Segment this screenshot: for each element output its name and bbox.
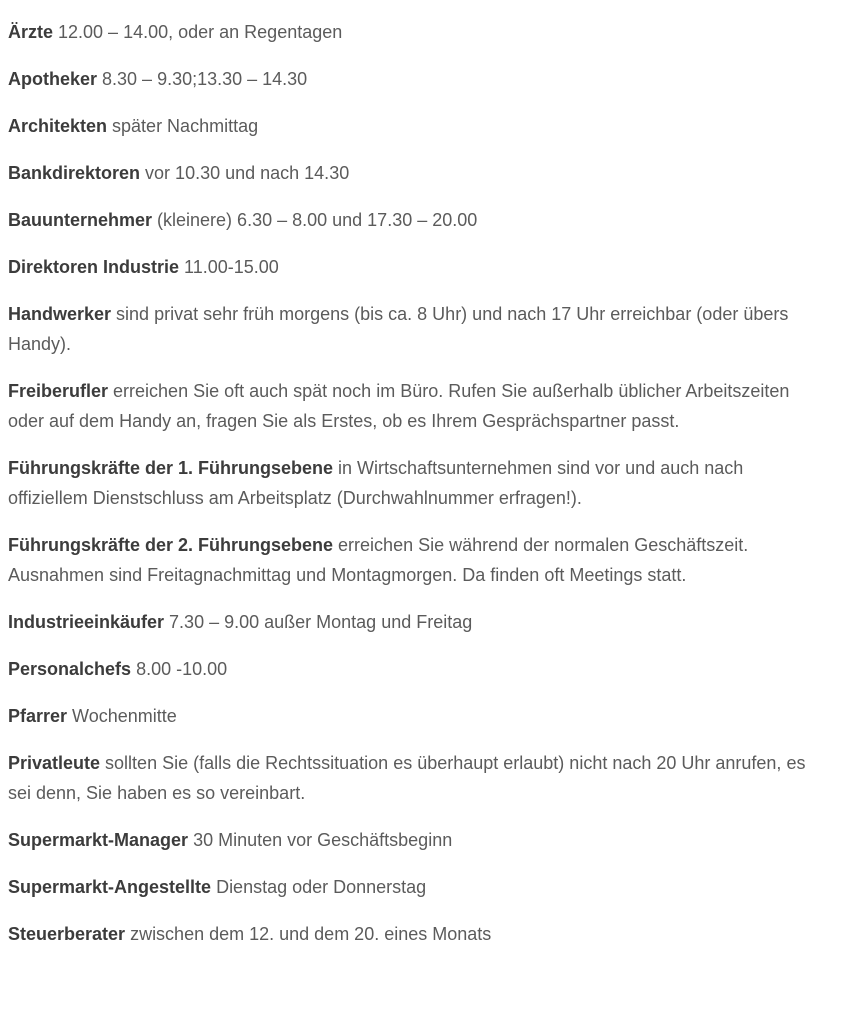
- list-item: [8, 654, 808, 684]
- list-item: [8, 530, 808, 590]
- call-times-list: [8, 17, 808, 966]
- entry-text: 8.30 – 9.30;13.30 – 14.30: [97, 69, 308, 89]
- entry-text: 11.00-15.00: [179, 257, 279, 277]
- entry-text: Dienstag oder Donnerstag: [211, 877, 427, 897]
- entry-text: vor 10.30 und nach 14.30: [140, 163, 350, 183]
- entry-text: zwischen dem 12. und dem 20. eines Monats: [125, 924, 492, 944]
- list-item: [8, 748, 808, 808]
- entry-title: Ärzte: [8, 22, 54, 42]
- entry-title: Führungskräfte der 1. Führungsebene: [8, 458, 334, 478]
- entry-title: Apotheker: [8, 69, 98, 89]
- list-item: [8, 205, 808, 235]
- entry-text: erreichen Sie oft auch spät noch im Büro. Rufen Sie außerhalb üblicher Arbeitszeiten oder auf dem Handy an, fragen Sie als Erstes, ob es Ihrem Gesprächspartner passt.: [8, 381, 790, 431]
- list-item: [8, 607, 808, 637]
- list-item: [8, 299, 808, 359]
- entry-text: 7.30 – 9.00 außer Montag und Freitag: [164, 612, 473, 632]
- list-item: [8, 252, 808, 282]
- list-item: [8, 158, 808, 188]
- list-item: [8, 825, 808, 855]
- entry-title: Supermarkt-Manager: [8, 830, 189, 850]
- entry-title: Supermarkt-Angestellte: [8, 877, 212, 897]
- entry-title: Industrieeinkäufer: [8, 612, 165, 632]
- list-item: [8, 701, 808, 731]
- entry-text: später Nachmittag: [107, 116, 259, 136]
- entry-title: Personalchefs: [8, 659, 132, 679]
- entry-text: sollten Sie (falls die Rechtssituation es überhaupt erlaubt) nicht nach 20 Uhr anrufen, es sei denn, Sie haben es so vereinbart.: [8, 753, 806, 803]
- entry-title: Pfarrer: [8, 706, 68, 726]
- entry-text: in Wirtschaftsunternehmen sind vor und auch nach offiziellem Dienstschluss am Arbeitsplatz (Durchwahlnummer erfragen!).: [8, 458, 744, 508]
- entry-text: 8.00 -10.00: [131, 659, 228, 679]
- entry-title: Handwerker: [8, 304, 112, 324]
- list-item: [8, 919, 808, 949]
- entry-text: sind privat sehr früh morgens (bis ca. 8 Uhr) und nach 17 Uhr erreichbar (oder übers Handy).: [8, 304, 789, 354]
- entry-title: Bauunternehmer: [8, 210, 153, 230]
- list-item: [8, 17, 808, 47]
- entry-text: (kleinere) 6.30 – 8.00 und 17.30 – 20.00: [152, 210, 478, 230]
- entry-title: Direktoren Industrie: [8, 257, 180, 277]
- entry-title: Architekten: [8, 116, 108, 136]
- list-item: [8, 376, 808, 436]
- entry-text: 30 Minuten vor Geschäftsbeginn: [188, 830, 453, 850]
- entry-title: Steuerberater: [8, 924, 126, 944]
- entry-title: Freiberufler: [8, 381, 109, 401]
- list-item: [8, 111, 808, 141]
- entry-text: 12.00 – 14.00, oder an Regentagen: [53, 22, 343, 42]
- entry-text: erreichen Sie während der normalen Geschäftszeit. Ausnahmen sind Freitagnachmittag und Montagmorgen. Da finden oft Meetings statt.: [8, 535, 749, 585]
- entry-text: Wochenmitte: [67, 706, 177, 726]
- list-item: [8, 64, 808, 94]
- entry-title: Bankdirektoren: [8, 163, 141, 183]
- entry-title: Privatleute: [8, 753, 101, 773]
- entry-title: Führungskräfte der 2. Führungsebene: [8, 535, 334, 555]
- list-item: [8, 872, 808, 902]
- list-item: [8, 453, 808, 513]
